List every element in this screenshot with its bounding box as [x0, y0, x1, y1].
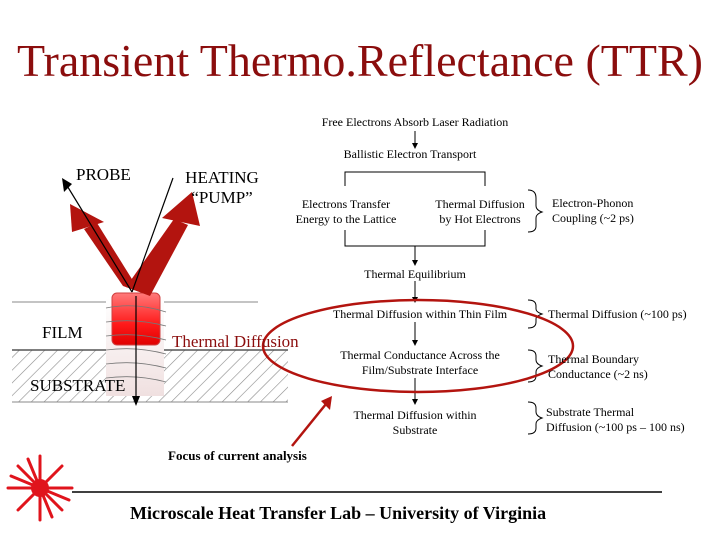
- film-diffusion-timescale: Thermal Diffusion (~100 ps): [548, 307, 687, 321]
- film-diffusion-text: Thermal Diffusion within Thin Film: [332, 307, 508, 321]
- ballistic-text: Ballistic Electron Transport: [343, 147, 477, 161]
- interface-conductance-text: Thermal Conductance Across the Film/Substrate Interface: [340, 348, 500, 377]
- probe-beam: [84, 223, 140, 292]
- hot-electron-diffusion-text: Thermal Diffusion by Hot Electrons: [435, 197, 525, 226]
- equilibrium-text: Thermal Equilibrium: [364, 267, 466, 281]
- probe-reflected-line: [66, 184, 132, 292]
- energy-transfer-text: Electrons Transfer Energy to the Lattice: [295, 197, 397, 226]
- page-title: Transient Thermo.Reflectance (TTR): [17, 35, 703, 86]
- footer-text: Microscale Heat Transfer Lab – University of Virginia: [130, 503, 547, 523]
- substrate-label: SUBSTRATE: [30, 376, 126, 395]
- focus-pointer: [292, 404, 326, 446]
- substrate-diffusion-timescale: Substrate Thermal Diffusion (~100 ps – 100 ns): [546, 405, 685, 434]
- boundary-conductance-timescale: Thermal Boundary Conductance (~2 ns): [548, 352, 648, 381]
- heating-pump-label: HEATING “PUMP”: [185, 168, 259, 207]
- probe-reflected-arrowhead: [62, 178, 72, 192]
- film-label: FILM: [42, 323, 83, 342]
- electron-phonon-timescale: Electron-Phonon Coupling (~2 ps): [552, 196, 634, 225]
- substrate-diffusion-text: Thermal Diffusion within Substrate: [353, 408, 477, 437]
- thermal-diffusion-label: Thermal Diffusion: [172, 332, 299, 351]
- free-electrons-text: Free Electrons Absorb Laser Radiation: [321, 115, 509, 129]
- focus-label: Focus of current analysis: [168, 448, 307, 463]
- probe-label: PROBE: [76, 165, 131, 184]
